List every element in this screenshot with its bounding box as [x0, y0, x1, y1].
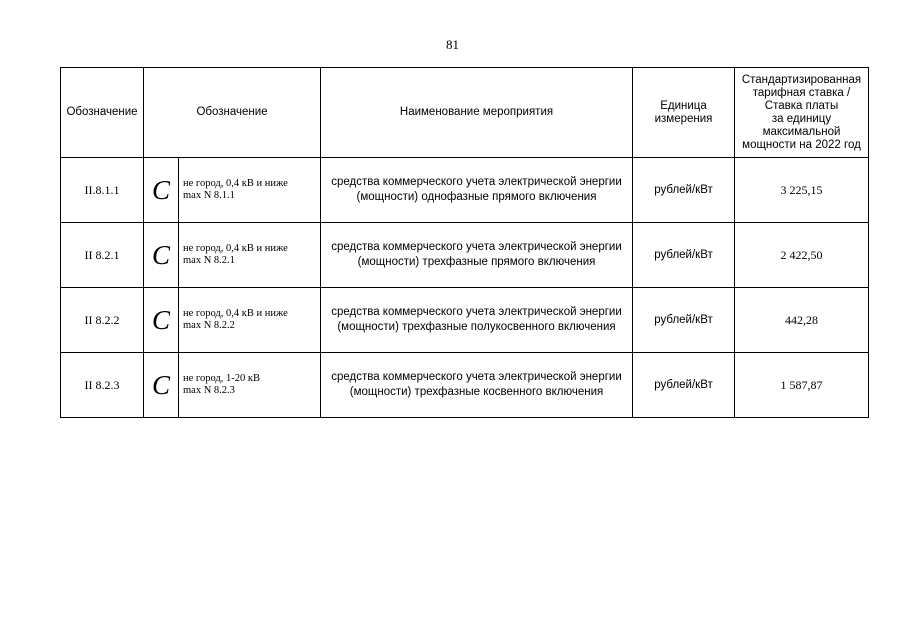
header-rate: [735, 68, 869, 158]
header-unit-line: Единица: [660, 99, 707, 112]
row-code: II.8.1.1: [61, 158, 144, 223]
description-line: max N 8.2.3: [183, 385, 235, 396]
table-row: [61, 158, 869, 223]
header-rate-line: мощности на 2022 год: [742, 138, 861, 151]
header-rate-line: максимальной: [762, 125, 841, 138]
row-unit: рублей/кВт: [633, 158, 735, 223]
description-line: max N 8.2.2: [183, 320, 235, 331]
header-designation: Обозначение: [61, 68, 144, 158]
event-name-line: (мощности) трехфазные косвенного включения: [349, 386, 604, 398]
table-row: [61, 223, 869, 288]
symbol-c: C: [144, 158, 179, 223]
header-event-name: Наименование мероприятия: [321, 68, 633, 158]
header-unit-line: измерения: [654, 112, 713, 125]
event-name-line: средства коммерческого учета электрической энергии: [331, 176, 622, 188]
symbol-c: C: [144, 288, 179, 353]
header-rate-line: Стандартизированная: [741, 73, 862, 86]
row-code: II 8.2.2: [61, 288, 144, 353]
row-event-name: [321, 288, 633, 353]
header-rate-line: тарифная ставка /: [752, 86, 851, 99]
event-name-line: (мощности) трехфазные полукосвенного включения: [337, 321, 616, 333]
symbol-c: C: [144, 353, 179, 418]
description-line: max N 8.1.1: [183, 190, 235, 201]
row-description: [179, 353, 321, 418]
row-code: II 8.2.1: [61, 223, 144, 288]
row-rate: 3 225,15: [735, 158, 869, 223]
event-name-line: (мощности) трехфазные прямого включения: [357, 256, 596, 268]
description-line: не город, 0,4 кВ и ниже: [183, 308, 288, 319]
row-unit: рублей/кВт: [633, 223, 735, 288]
header-rate-line: за единицу: [771, 112, 832, 125]
header-designation-2: Обозначение: [144, 68, 321, 158]
event-name-line: (мощности) однофазные прямого включения: [356, 191, 597, 203]
table-row: [61, 288, 869, 353]
description-line: не город, 0,4 кВ и ниже: [183, 178, 288, 189]
row-rate: 1 587,87: [735, 353, 869, 418]
symbol-c: C: [144, 223, 179, 288]
header-rate-line: Ставка платы: [764, 99, 839, 112]
description-line: не город, 1-20 кВ: [183, 373, 260, 384]
row-unit: рублей/кВт: [633, 288, 735, 353]
row-description: [179, 158, 321, 223]
row-description: [179, 223, 321, 288]
description-line: max N 8.2.1: [183, 255, 235, 266]
row-rate: 442,28: [735, 288, 869, 353]
row-unit: рублей/кВт: [633, 353, 735, 418]
page-number: 81: [446, 37, 459, 52]
row-code: II 8.2.3: [61, 353, 144, 418]
table-row: [61, 353, 869, 418]
row-description: [179, 288, 321, 353]
row-event-name: [321, 353, 633, 418]
description-line: не город, 0,4 кВ и ниже: [183, 243, 288, 254]
row-rate: 2 422,50: [735, 223, 869, 288]
event-name-line: средства коммерческого учета электрической энергии: [331, 371, 622, 383]
event-name-line: средства коммерческого учета электрической энергии: [331, 306, 622, 318]
header-unit: [633, 68, 735, 158]
table-header-row: [61, 68, 869, 158]
event-name-line: средства коммерческого учета электрической энергии: [331, 241, 622, 253]
row-event-name: [321, 223, 633, 288]
tariff-table: [60, 67, 869, 418]
row-event-name: [321, 158, 633, 223]
